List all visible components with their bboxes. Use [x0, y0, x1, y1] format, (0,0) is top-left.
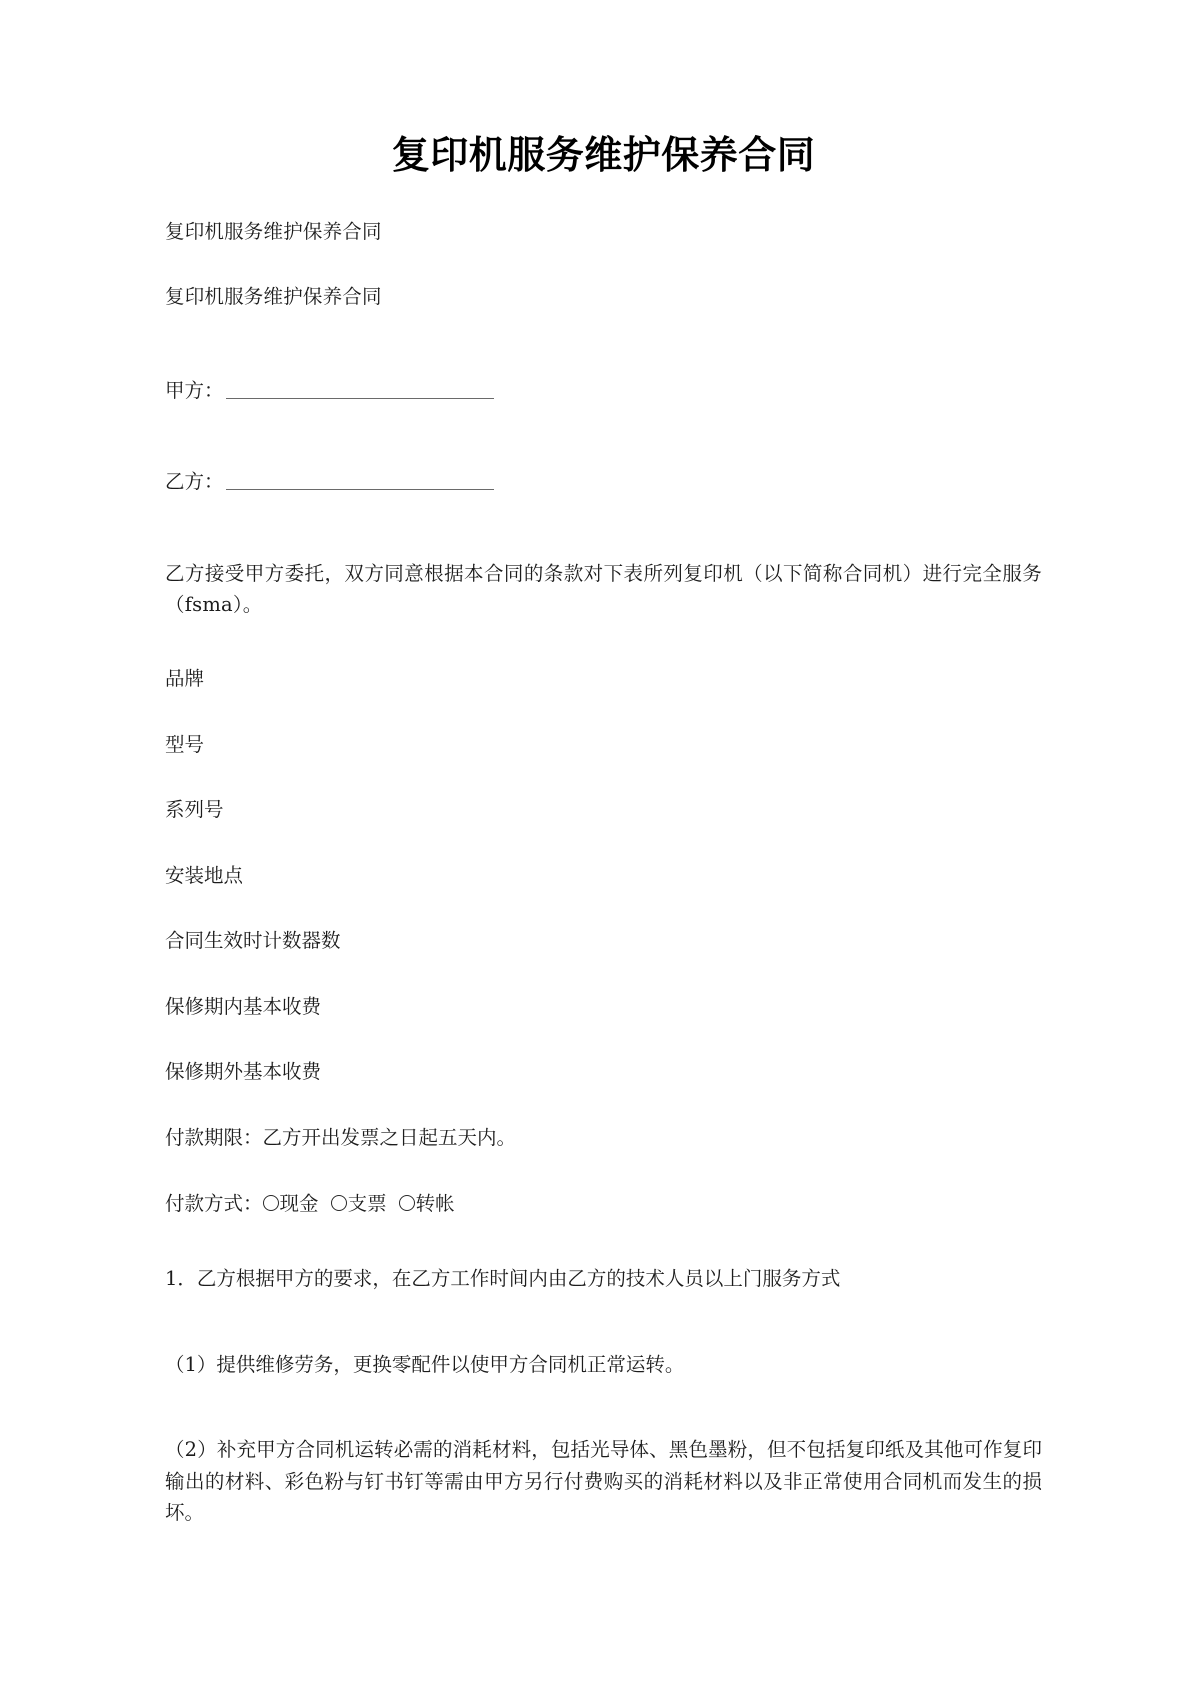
payment-method-option-check[interactable]: [331, 1188, 387, 1220]
payment-method-options: [263, 1192, 467, 1215]
machine-field-fee-out-warranty: [165, 1056, 1042, 1088]
clause-1-2-text: 补充甲方合同机运转必需的消耗材料，包括光导体、黑色墨粉，但不包括复印纸及其他可作复印输出的材料、彩色粉与钉书钉等需由甲方另行付费购买的消耗材料以及非正常使用合同机而发生的损坏。: [165, 1438, 1042, 1525]
machine-field-fee-out-warranty-label: 保修期外基本收费: [165, 1060, 322, 1084]
heading-repeat-second: 复印机服务维护保养合同: [165, 285, 382, 309]
clause-1-2-number: （2）: [165, 1438, 217, 1462]
payment-method-line: [165, 1188, 1042, 1220]
machine-field-location-label: 安装地点: [165, 863, 244, 887]
clause-1: [165, 1263, 1042, 1295]
radio-circle-icon: [331, 1195, 347, 1211]
payment-method-option-transfer[interactable]: [399, 1188, 455, 1220]
heading-repeat-first: 复印机服务维护保养合同: [165, 219, 382, 243]
radio-circle-icon: [263, 1195, 279, 1211]
payment-method-option-cash-label: 现金: [279, 1191, 319, 1215]
radio-circle-icon: [399, 1195, 415, 1211]
machine-field-location: [165, 860, 1042, 892]
clause-1-number: 1．: [165, 1267, 197, 1291]
clause-1-1: [165, 1349, 1042, 1381]
party-b-field: [165, 466, 1042, 498]
machine-field-model-label: 型号: [165, 732, 205, 756]
clause-1-1-text: 提供维修劳务，更换零配件以使甲方合同机正常运转。: [216, 1352, 685, 1376]
machine-field-brand-label: 品牌: [165, 666, 205, 690]
machine-field-model: [165, 729, 1042, 761]
party-a-label: 甲方：: [165, 378, 224, 402]
party-a-input[interactable]: [226, 379, 494, 399]
page-title: 复印机服务维护保养合同: [391, 133, 816, 177]
party-a-field: [165, 375, 1042, 407]
clause-1-2: [165, 1434, 1042, 1529]
machine-field-fee-in-warranty: [165, 991, 1042, 1023]
machine-field-brand: [165, 663, 1042, 695]
party-b-input[interactable]: [226, 471, 494, 491]
machine-field-initial-counter: [165, 925, 1042, 957]
machine-field-initial-counter-label: 合同生效时计数器数: [165, 929, 341, 953]
payment-method-option-cash[interactable]: [263, 1188, 319, 1220]
machine-field-fee-in-warranty-label: 保修期内基本收费: [165, 994, 322, 1018]
intro-paragraph: 乙方接受甲方委托，双方同意根据本合同的条款对下表所列复印机（以下简称合同机）进行完全服务（fsma）。: [165, 561, 1042, 617]
clause-1-1-number: （1）: [165, 1352, 217, 1376]
payment-method-option-check-label: 支票: [347, 1191, 387, 1215]
machine-field-serial: [165, 794, 1042, 826]
machine-field-serial-label: 系列号: [165, 798, 224, 822]
payment-term-line: [165, 1122, 1042, 1154]
clause-1-text: 乙方根据甲方的要求，在乙方工作时间内由乙方的技术人员以上门服务方式: [196, 1267, 841, 1291]
party-b-label: 乙方：: [165, 470, 224, 494]
payment-method-option-transfer-label: 转帐: [415, 1191, 455, 1215]
payment-method-label: 付款方式：: [165, 1191, 263, 1215]
payment-term-text: 付款期限：乙方开出发票之日起五天内。: [165, 1126, 517, 1150]
